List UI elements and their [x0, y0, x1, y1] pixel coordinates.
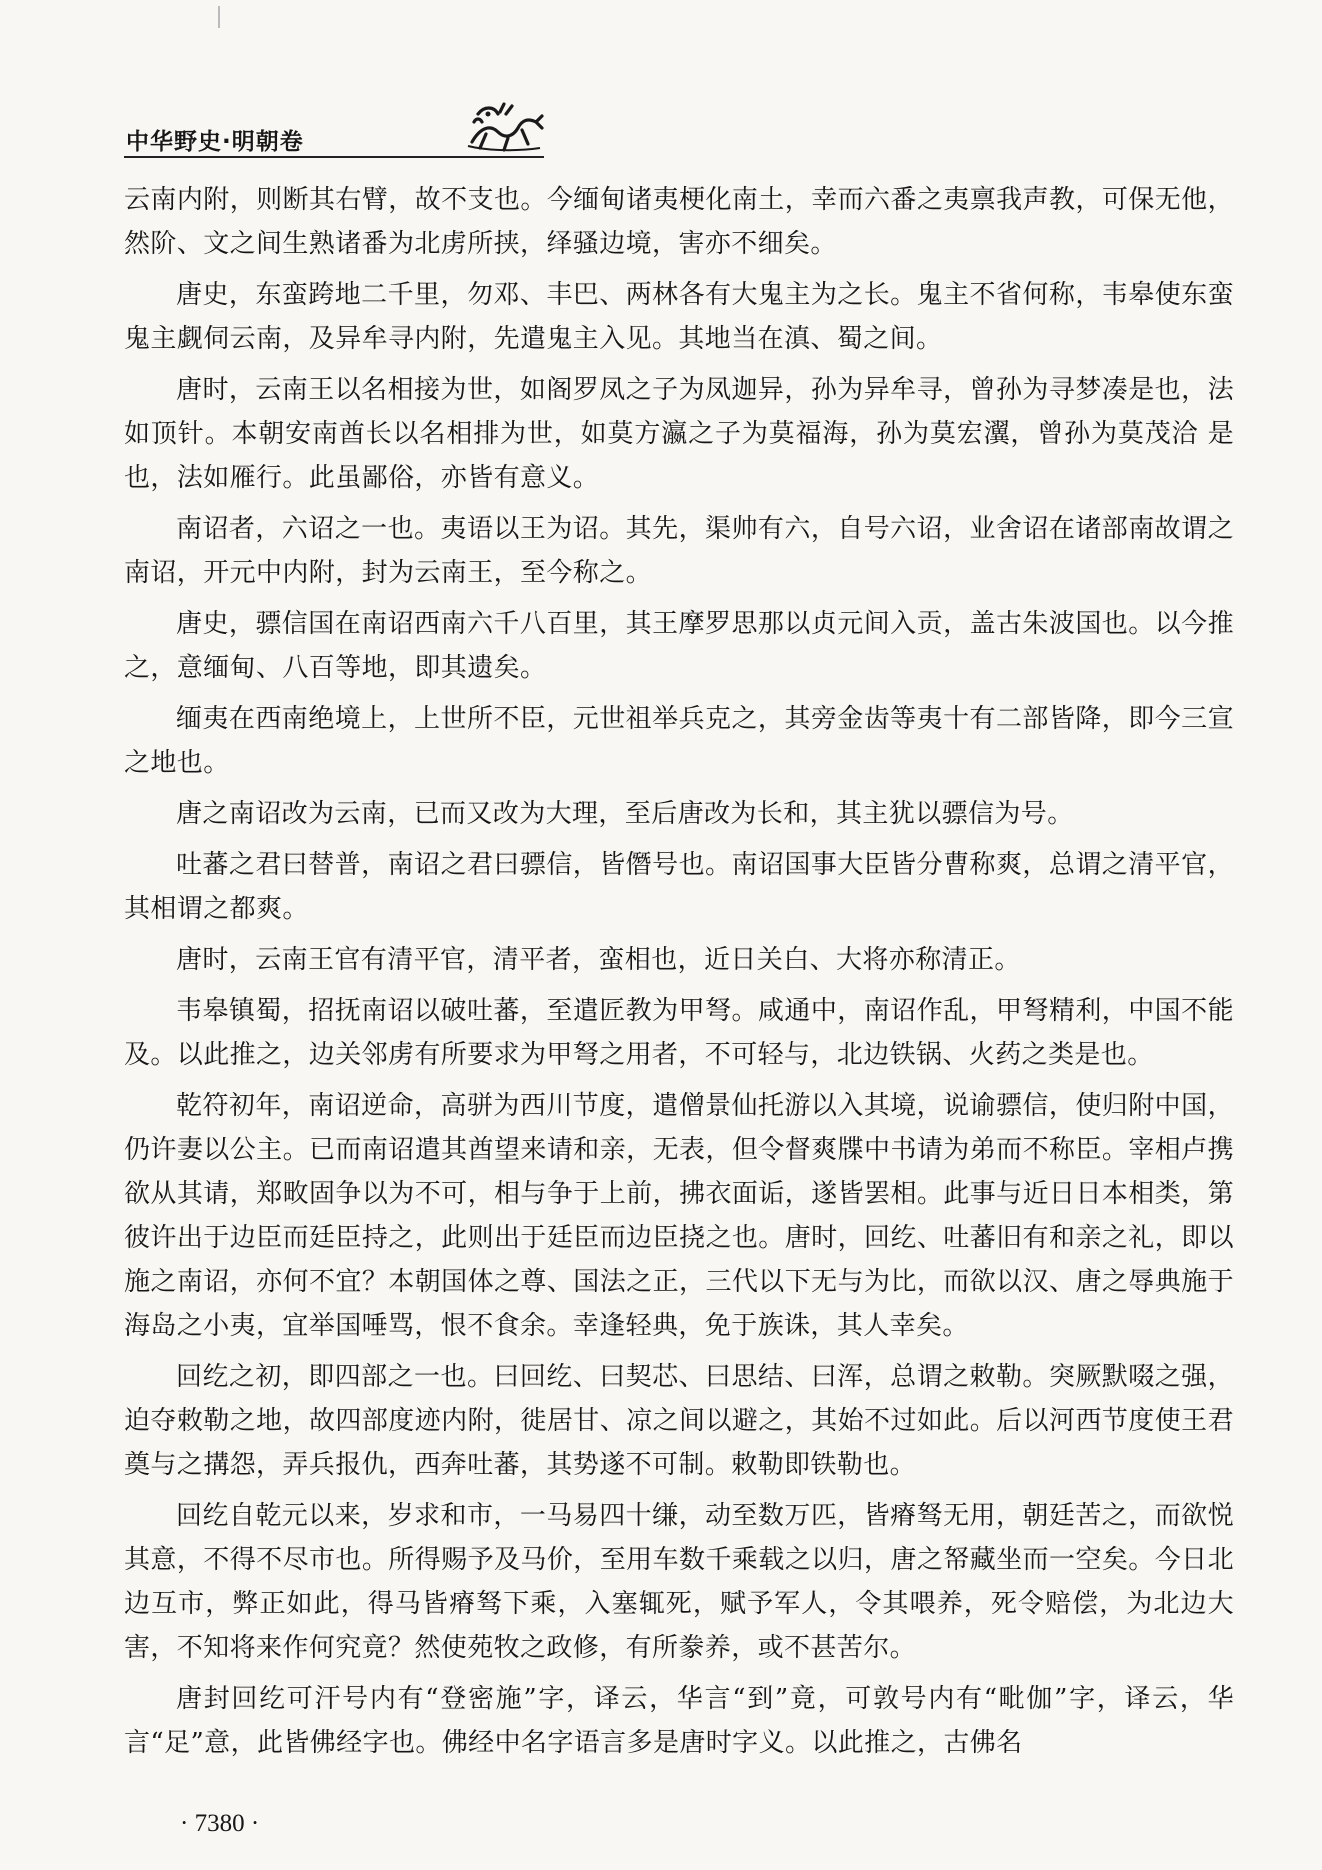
paragraph: 唐封回纥可汗号内有“登密施”字，译云，华言“到”竟，可敦号内有“毗伽”字，译云，华言“足”意，此皆佛经字也。佛经中名字语言多是唐时字义。以此推之，古佛名 [124, 1684, 1234, 1758]
paragraph: 韦皋镇蜀，招抚南诏以破吐蕃，至遣匠教为甲弩。咸通中，南诏作乱，甲弩精利，中国不能及。以此推之，边关邻虏有所要求为甲弩之用者，不可轻与，北边铁锅、火药之类是也。 [124, 996, 1234, 1070]
dragon-icon [464, 98, 544, 156]
header-title: 中华野史·明朝卷 [126, 129, 304, 155]
paragraph: 回纥自乾元以来，岁求和市，一马易四十缣，动至数万匹，皆瘠驽无用，朝廷苦之，而欲悦其意，不得不尽市也。所得赐予及马价，至用车数千乘载之以归，唐之帑藏坐而一空矣。今日北边互市，弊正如此，得马皆瘠驽下乘，入塞辄死，赋予军人，令其喂养，死令赔偿，为北边大害，不知将来作何究竟？然使苑牧之政修，有所豢养，或不甚苦尔。 [124, 1501, 1234, 1663]
paragraph: 唐史，东蛮跨地二千里，勿邓、丰巴、两林各有大鬼主为之长。鬼主不省何称，韦皋使东蛮鬼主觑伺云南，及异牟寻内附，先遣鬼主入见。其地当在滇、蜀之间。 [124, 280, 1234, 354]
paragraph: 乾符初年，南诏逆命，高骈为西川节度，遣僧景仙托游以入其境，说谕骠信，使归附中国，仍许妻以公主。已而南诏遣其酋望来请和亲，无表，但令督爽牒中书请为弟而不称臣。宰相卢携欲从其请，郑畋固争以为不可，相与争于上前，拂衣面诟，遂皆罢相。此事与近日日本相类，第彼许出于边臣而廷臣持之，此则出于廷臣而边臣挠之也。唐时，回纥、吐蕃旧有和亲之礼，即以施之南诏，亦何不宜？本朝国体之尊、国法之正，三代以下无与为比，而欲以汉、唐之辱典施于海岛之小夷，宜举国唾骂，恨不食余。幸逢轻典，免于族诛，其人幸矣。 [124, 1091, 1234, 1341]
paragraph: 唐时，云南王官有清平官，清平者，蛮相也，近日关白、大将亦称清正。 [176, 945, 1021, 975]
paragraph: 缅夷在西南绝境上，上世所不臣，元世祖举兵克之，其旁金齿等夷十有二部皆降，即今三宣之地也。 [124, 704, 1234, 778]
running-header [124, 98, 544, 168]
paragraph: 吐蕃之君曰替普，南诏之君曰骠信，皆僭号也。南诏国事大臣皆分曹称爽，总谓之清平官，其相谓之都爽。 [124, 850, 1234, 924]
paragraph: 唐之南诏改为云南，已而又改为大理，至后唐改为长和，其主犹以骠信为号。 [176, 799, 1074, 829]
paragraph: 回纥之初，即四部之一也。曰回纥、曰契芯、曰思结、曰浑，总谓之敕勒。突厥默啜之强，迫夺敕勒之地，故四部度迹内附，徙居甘、凉之间以避之，其始不过如此。后以河西节度使王君奠与之搆怨，弄兵报仇，西奔吐蕃，其势遂不可制。敕勒即铁勒也。 [124, 1362, 1234, 1480]
header-rule [124, 156, 544, 158]
paragraph: 南诏者，六诏之一也。夷语以王为诏。其先，渠帅有六，自号六诏，业舍诏在诸部南故谓之南诏，开元中内附，封为云南王，至今称之。 [124, 514, 1234, 588]
page-number: · 7380 · [180, 1810, 260, 1837]
scan-mark [218, 6, 220, 28]
paragraph: 云南内附，则断其右臂，故不支也。今缅甸诸夷梗化南土，幸而六番之夷禀我声教，可保无他，然阶、文之间生熟诸番为北虏所挟，绎骚边境，害亦不细矣。 [124, 185, 1234, 259]
body-text [124, 178, 1234, 1772]
paragraph: 唐史，骠信国在南诏西南六千八百里，其王摩罗思那以贞元间入贡，盖古朱波国也。以今推之，意缅甸、八百等地，即其遗矣。 [124, 609, 1234, 683]
paragraph: 唐时，云南王以名相接为世，如阁罗凤之子为凤迦异，孙为异牟寻，曾孙为寻梦凑是也，法如顶针。本朝安南酋长以名相排为世，如莫方瀛之子为莫福海，孙为莫宏瀷，曾孙为莫茂洽 是也，法如雁行。此虽鄙俗，亦皆有意义。 [124, 375, 1234, 493]
